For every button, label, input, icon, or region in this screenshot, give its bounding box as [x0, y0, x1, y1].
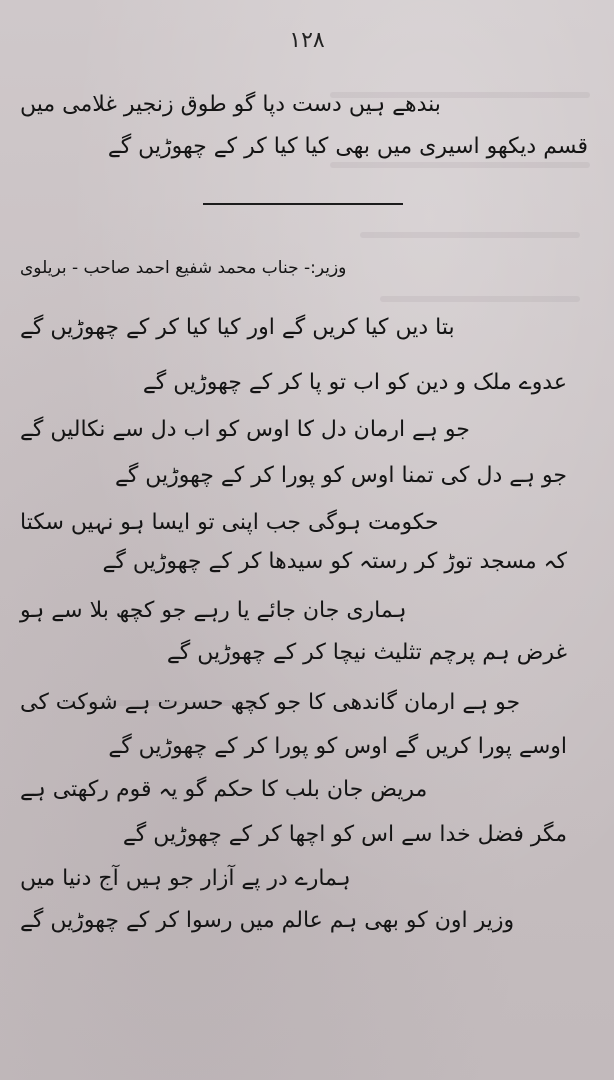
poem-attribution: وزیر:- جناب محمد شفیع احمد صاحب - بریلوی — [20, 258, 347, 278]
bleed-through-mark — [330, 162, 590, 168]
page-number: ۱۲۸ — [289, 28, 325, 53]
couplet-top-line-1: بندھے ہیں دست دپا گو طوق زنجیر غلامی میں — [20, 92, 441, 117]
poem-line-6: کہ مسجد توڑ کر رستہ کو سیدھا کر کے چھوڑیں گے — [102, 549, 567, 574]
poem-line-11: مریض جان بلب کا حکم گو یہ قوم رکھتی ہے — [20, 777, 428, 802]
poem-line-10: اوسے پورا کریں گے اوس کو پورا کر کے چھوڑیں گے — [108, 734, 567, 759]
section-divider — [203, 203, 403, 205]
bleed-through-mark — [380, 296, 580, 302]
bleed-through-mark — [360, 232, 580, 238]
poem-line-14: وزیر اون کو بھی ہم عالم میں رسوا کر کے چھوڑیں گے — [20, 908, 515, 933]
poem-line-4: جو ہے دل کی تمنا اوس کو پورا کر کے چھوڑیں گے — [114, 463, 567, 488]
poem-line-1: بتا دیں کیا کریں گے اور کیا کیا کر کے چھوڑیں گے — [20, 315, 455, 340]
poem-line-5: حکومت ہوگی جب اپنی تو ایسا ہو نہیں سکتا — [20, 510, 439, 535]
poem-line-9: جو ہے ارمان گاندھی کا جو کچھ حسرت ہے شوکت کی — [20, 690, 521, 715]
poem-line-2: عدوے ملک و دین کو اب تو پا کر کے چھوڑیں گے — [142, 370, 567, 395]
poem-line-13: ہمارے در پے آزار جو ہیں آج دنیا میں — [20, 866, 351, 891]
poem-line-8: غرض ہم پرچم تثلیث نیچا کر کے چھوڑیں گے — [166, 640, 567, 665]
poem-line-3: جو ہے ارمان دل کا اوس کو اب دل سے نکالیں گے — [20, 417, 470, 442]
couplet-top-line-2: قسم دیکھو اسیری میں بھی کیا کیا کر کے چھوڑیں گے — [107, 134, 588, 159]
poem-line-7: ہماری جان جائے یا رہے جو کچھ بلا سے ہو — [20, 598, 407, 623]
poem-line-12: مگر فضل خدا سے اس کو اچھا کر کے چھوڑیں گے — [122, 822, 567, 847]
